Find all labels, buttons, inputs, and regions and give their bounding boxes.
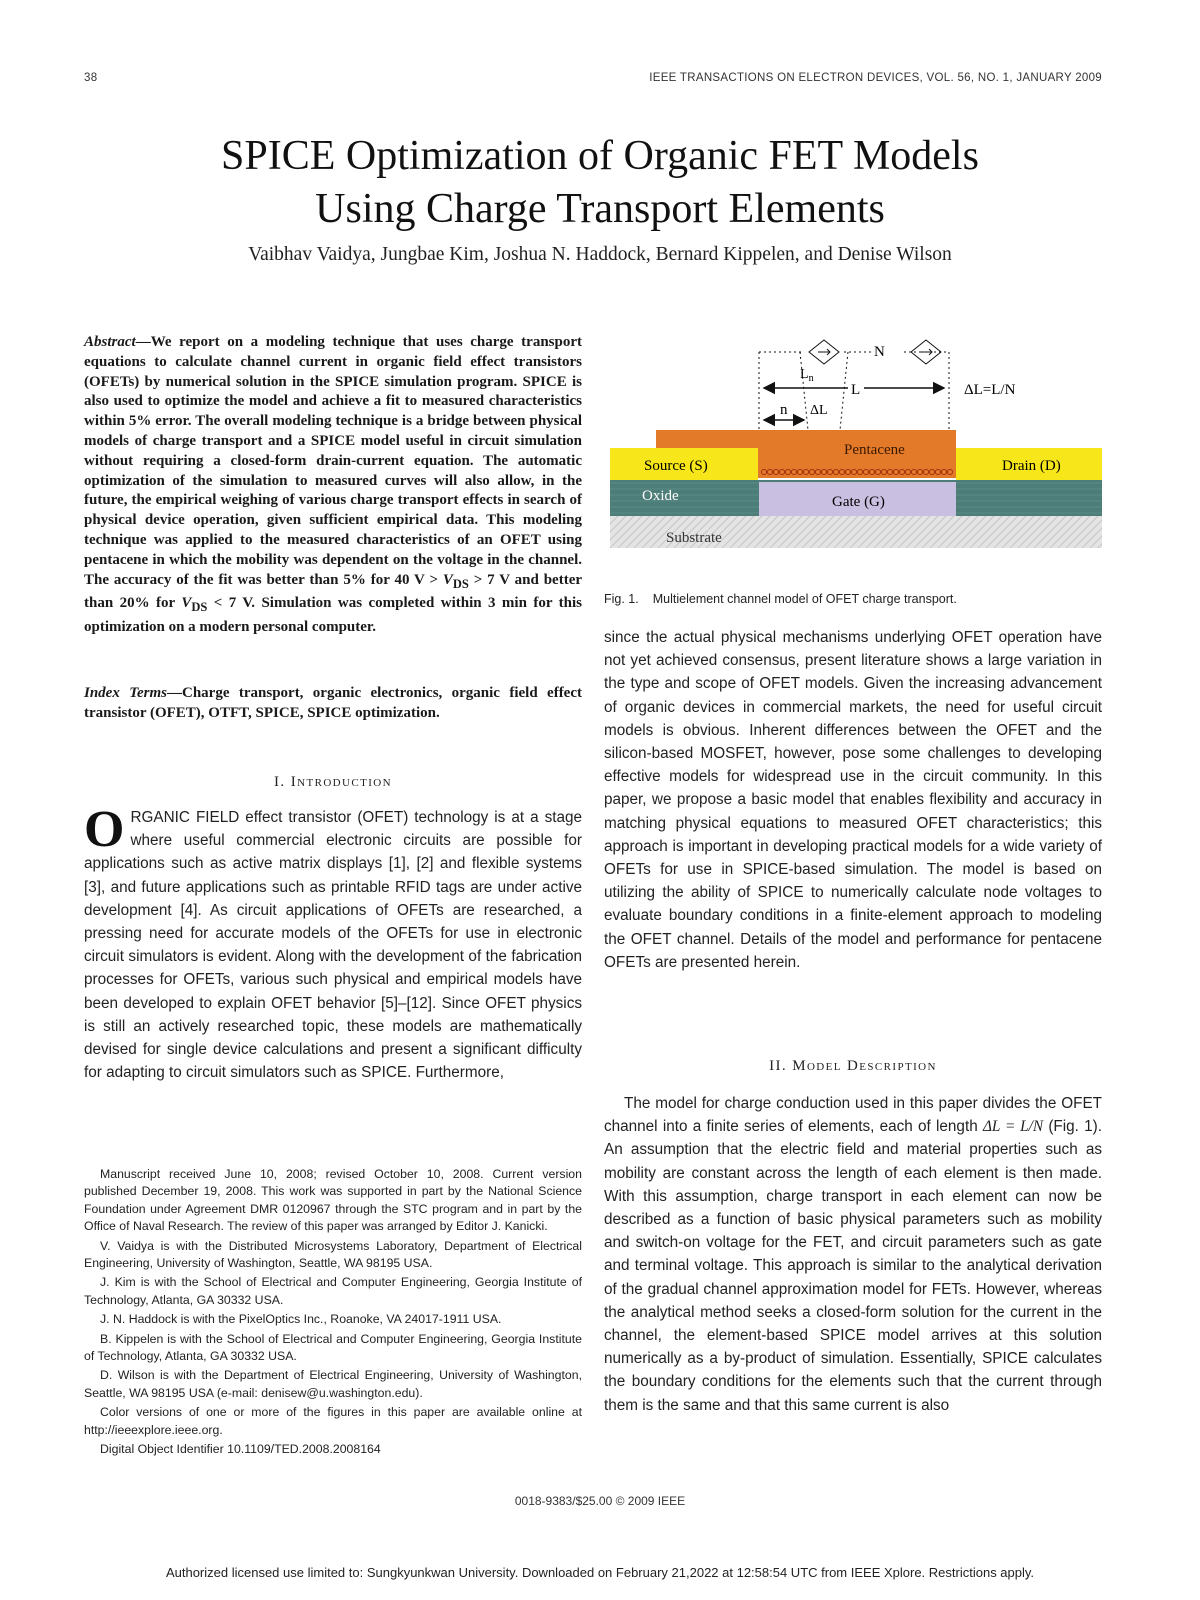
label-n: n <box>780 402 788 418</box>
running-header: IEEE TRANSACTIONS ON ELECTRON DEVICES, VOL. 56, NO. 1, JANUARY 2009 <box>649 72 1102 84</box>
title-line-2: Using Charge Transport Elements <box>315 186 885 232</box>
section-heading-introduction: I. Introduction <box>274 774 392 790</box>
index-terms-text: Charge transport, organic electronics, organic field effect transistor (OFET), OTFT, SPICE, SPICE optimization. <box>84 685 582 721</box>
footnote-manuscript: Manuscript received June 10, 2008; revised October 10, 2008. Current version published December 19, 2008. This work was supported in part by the National Science Foundation under Agreement DMR 0120967 through the STC program and in part by the Office of Naval Research. The review of this paper was arranged by Editor J. Kanicki. <box>84 1167 582 1234</box>
abstract-text-b: > 7 V and better than 20% for <box>84 571 583 612</box>
model-description-paragraph <box>604 1092 1102 1417</box>
introduction-paragraph <box>84 801 582 1084</box>
label-substrate: Substrate <box>666 530 722 546</box>
figure-1-caption <box>604 592 1102 606</box>
label-delta-l: ΔL <box>810 403 828 418</box>
intro-lead-words: RGANIC FIELD <box>130 809 240 826</box>
section-heading-model-description: II. Model Description <box>769 1058 937 1074</box>
delta-l-equation: ΔL = L/N <box>982 1118 1044 1136</box>
abstract-label: Abstract <box>84 334 136 350</box>
figure-1-ofet-diagram <box>604 330 1102 550</box>
vds-subscript-2: DS <box>191 600 208 615</box>
index-terms-dash: — <box>167 685 182 701</box>
label-gate: Gate (G) <box>832 494 885 510</box>
label-drain: Drain (D) <box>1002 458 1061 474</box>
paper-title <box>120 130 1080 236</box>
abstract-text-c: < 7 V. Simulation was completed within 3 min for this optimization on a modern personal computer. <box>84 595 583 636</box>
label-pentacene: Pentacene <box>844 442 905 458</box>
footnote-kippelen: B. Kippelen is with the School of Electrical and Computer Engineering, Georgia Institute of Technology, Atlanta, GA 30332 USA. <box>84 1331 582 1364</box>
footnote-doi: Digital Object Identifier 10.1109/TED.2008.2008164 <box>100 1442 381 1457</box>
license-notice: Authorized licensed use limited to: Sungkyunkwan University. Downloaded on February 21,2022 at 12:58:54 UTC from IEEE Xplore. Restrictions apply. <box>165 1565 1035 1580</box>
footnote-color-versions: Color versions of one or more of the figures in this paper are available online at http://ieeexplore.ieee.org. <box>84 1405 582 1437</box>
author-list: Vaibhav Vaidya, Jungbae Kim, Joshua N. Haddock, Bernard Kippelen, and Denise Wilson <box>248 244 952 265</box>
label-delta-l-equation: ΔL=L/N <box>964 382 1016 398</box>
abstract <box>84 333 582 638</box>
intro-text: effect transistor (OFET) technology is at a stage where useful commercial electronic circuits are possible for applications such as active matrix displays [1], [2] and flexible systems [3], and future applications such as printable RFID tags are under active development [4]. As circuit applications of OFETs are researched, a pressing need for accurate models of the OFETs for use in electronic circuit simulators is evident. Along with the development of the fabrication processes for OFETs, various such physical and empirical models have been developed to explain OFET behavior [5]–[12]. Since OFET physics is still an actively researched topic, these models are mathematically devised for single device calculations and present a significant difficulty for adapting to circuit simulators such as SPICE. Furthermore, <box>84 809 582 1082</box>
footnote-kim: J. Kim is with the School of Electrical and Computer Engineering, Georgia Institute of Technology, Atlanta, GA 30332 USA. <box>84 1275 582 1307</box>
label-l: L <box>851 382 861 398</box>
drop-cap: O <box>84 801 125 858</box>
copyright-line: 0018-9383/$25.00 © 2009 IEEE <box>514 1494 686 1508</box>
title-line-1: SPICE Optimization of Organic FET Models <box>221 133 979 179</box>
vds-subscript-1: DS <box>452 576 469 591</box>
page-number: 38 <box>84 72 98 84</box>
introduction-continued: since the actual physical mechanisms underlying OFET operation have not yet achieved consensus, present literature shows a large variation in the type and scope of OFET models. Given the increasing advancement of organic devices in commercial markets, the need for useful circuit models is obvious. Inherent differences between the OFET and the silicon-based MOSFET, however, pose some challenges to developing effective models for widespread use in the circuit community. In this paper, we propose a basic model that enables flexibility and accuracy in matching physical equations to measured OFET characteristics; this approach is important in developing practical models for a wide variety of OFETs for use in SPICE-based simulation. The model is based on utilizing the ability of SPICE to numerically calculate node voltages to evaluate boundary conditions in a finite-element approach to modeling the OFET channel. Details of the model and performance for pentacene OFETs are presented herein. <box>604 629 1102 971</box>
vds-symbol-2: V <box>181 595 192 612</box>
label-source: Source (S) <box>644 458 708 474</box>
label-oxide: Oxide <box>642 488 679 504</box>
footnotes <box>84 1166 582 1461</box>
footnote-vaidya: V. Vaidya is with the Distributed Microsystems Laboratory, Department of Electrical Engineering, University of Washington, Seattle, WA 98195 USA. <box>84 1238 582 1271</box>
figure-number: Fig. 1. <box>604 592 639 606</box>
footnote-wilson: D. Wilson is with the Department of Electrical Engineering, University of Washington, Seattle, WA 98195 USA (e-mail: denisew@u.washington.edu). <box>84 1368 582 1400</box>
vds-symbol-1: V <box>442 571 453 588</box>
model-text-a: The model for charge conduction used in this paper divides the OFET channel into a finite series of elements, each of length <box>604 1095 1102 1136</box>
index-terms <box>84 684 582 724</box>
label-ln: $L_n$ <box>800 367 814 384</box>
label-n-count: N <box>874 344 885 360</box>
footnote-haddock: J. N. Haddock is with the PixelOptics Inc., Roanoke, VA 24017-1911 USA. <box>100 1312 502 1327</box>
figure-caption-text: Multielement channel model of OFET charge transport. <box>652 592 957 606</box>
abstract-dash: — <box>135 334 151 350</box>
model-text-b: (Fig. 1). An assumption that the electric field and material properties such as mobility are constant across the length of each element is then made. With this assumption, charge transport in each element can now be described as a function of basic physical parameters such as mobility and switch-on voltage for the FET, and circuit parameters such as gate and terminal voltage. This approach is similar to the analytical derivation of the gradual channel approximation model for FETs. However, whereas the analytical method seeks a closed-form solution for the current in the channel, the element-based SPICE model arrives at this solution numerically as a by-product of simulation. Essentially, SPICE calculates the boundary conditions for the elements such that the current through them is the same and that this same current is also <box>604 1118 1103 1414</box>
index-terms-label: Index Terms <box>84 685 167 701</box>
abstract-text-a: We report on a modeling technique that uses charge transport equations to calculate channel current in organic field effect transistors (OFETs) by numerical solution in the SPICE simulation program. SPICE is also used to optimize the model and achieve a fit to measured characteristics within 5% error. The overall modeling technique is a bridge between physical models of charge transport and a SPICE model useful in circuit simulation without requiring a closed-form drain-current equation. The automatic optimization of the simulation to measured curves will also allow, in the future, the empirical weighing of various charge transport effects in search of physical device operation, given sufficient empirical data. This modeling technique was applied to the measured characteristics of an OFET using pentacene in which the mobility was dependent on the voltage in the channel. The accuracy of the fit was better than 5% for 40 V > <box>84 334 582 588</box>
